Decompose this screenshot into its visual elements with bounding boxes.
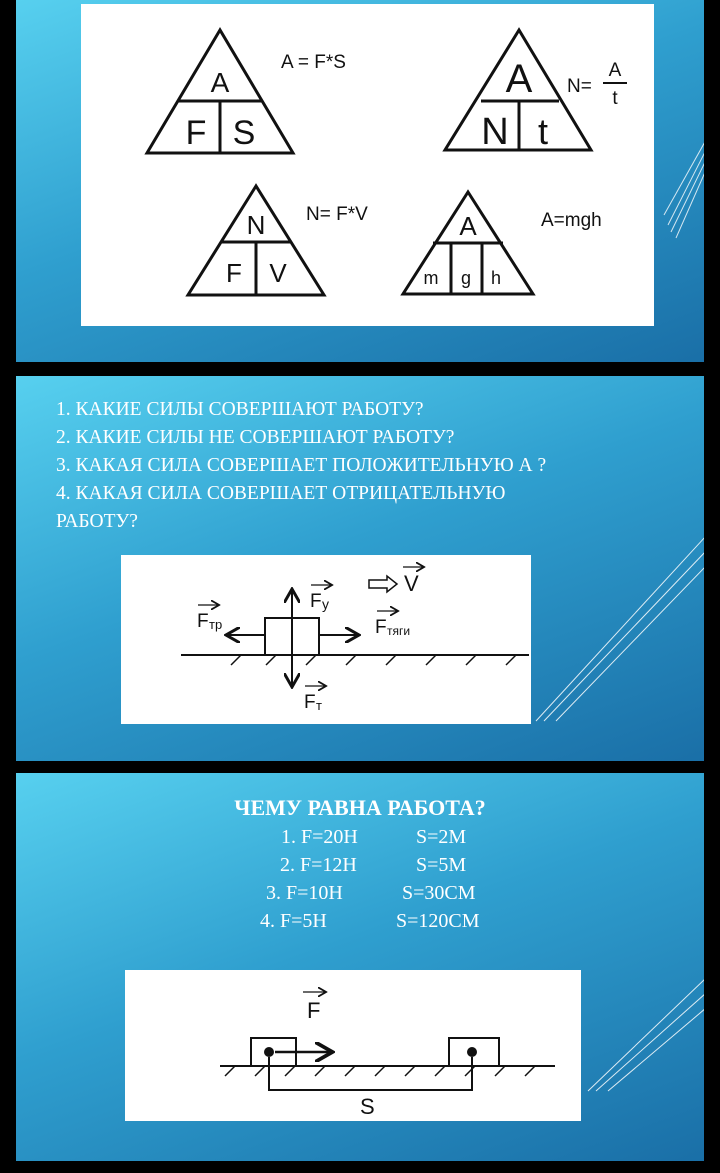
block-start-center (264, 1047, 274, 1057)
triangle-left-label: F (185, 114, 207, 152)
slide-questions (16, 376, 704, 761)
task-distance: S=2М (416, 826, 467, 848)
gravity-label (304, 686, 325, 713)
question-4: 4. КАКАЯ СИЛА СОВЕРШАЕТ ОТРИЦАТЕЛЬНУЮ (56, 483, 506, 504)
triangle-left-label: F (226, 258, 242, 288)
displacement-diagram-card (125, 970, 581, 1121)
formula-work: A = F*S (281, 52, 346, 73)
svg-text:тяги: тяги (387, 624, 411, 638)
forces-diagram-card (121, 555, 531, 724)
task-distance: S=120СМ (396, 910, 480, 932)
displacement-diagram (125, 970, 581, 1121)
slide-formulas (16, 0, 704, 362)
formula-power-numerator: A (608, 60, 622, 81)
triangle-power (445, 30, 627, 153)
triangle-power-velocity (188, 186, 368, 295)
triangle-work (147, 30, 346, 153)
formula-power-denominator: t (612, 88, 618, 109)
elastic-label (310, 585, 331, 612)
task-force: 2. F=12Н (280, 854, 357, 876)
triangle-top-label: A (459, 211, 477, 241)
traction-label (375, 611, 410, 638)
friction-label (197, 605, 222, 632)
triangle-top-label: A (210, 67, 230, 98)
svg-text:у: у (322, 596, 329, 612)
slide-problem (16, 773, 704, 1161)
triangle-top-label: N (246, 210, 266, 240)
svg-text:F: F (307, 998, 321, 1023)
svg-text:F: F (304, 692, 316, 713)
velocity-label (403, 567, 423, 596)
svg-text:тр: тр (209, 617, 223, 632)
svg-text:F: F (375, 617, 387, 638)
task-title: ЧЕМУ РАВНА РАБОТА? (234, 795, 486, 820)
triangle-left-label: N (481, 111, 509, 153)
task-distance: S=5М (416, 854, 467, 876)
task-force: 3. F=10Н (266, 882, 343, 904)
question-2: 2. КАКИЕ СИЛЫ НЕ СОВЕРШАЮТ РАБОТУ? (56, 427, 455, 448)
task-force: 4. F=5Н (260, 910, 327, 932)
force-label (303, 992, 325, 1023)
formula-power-velocity: N= F*V (306, 204, 368, 225)
forces-diagram (121, 555, 531, 724)
svg-text:V: V (404, 571, 419, 596)
triangle-top-label: A (505, 57, 533, 101)
task-row (16, 851, 704, 879)
question-3: 3. КАКАЯ СИЛА СОВЕРШАЕТ ПОЛОЖИТЕЛЬНУЮ А ? (56, 455, 547, 476)
triangle-potential (403, 192, 602, 294)
formula-card (81, 4, 654, 326)
ground-hatching (231, 655, 516, 665)
task-distance: S=30СМ (402, 882, 476, 904)
task-force: 1. F=20Н (281, 826, 358, 848)
task-text (16, 793, 704, 935)
triangle-right-label: S (232, 114, 256, 152)
task-row (16, 823, 704, 851)
distance-bracket (269, 1057, 472, 1090)
svg-text:т: т (316, 698, 322, 713)
formula-triangles (81, 4, 654, 326)
task-row (16, 907, 704, 935)
triangle-label-g: g (460, 268, 472, 288)
triangle-label-m: m (423, 268, 439, 288)
triangle-right-label: V (269, 258, 287, 288)
question-1: 1. КАКИЕ СИЛЫ СОВЕРШАЮТ РАБОТУ? (56, 399, 424, 420)
formula-potential: A=mgh (541, 210, 602, 231)
formula-power-prefix: N= (567, 76, 592, 97)
svg-text:F: F (310, 591, 322, 612)
distance-label: S (360, 1094, 375, 1119)
ground-hatching (225, 1066, 535, 1076)
velocity-arrow (369, 576, 397, 592)
question-list (56, 396, 676, 536)
triangle-right-label: t (537, 111, 549, 152)
block-end-center (467, 1047, 477, 1057)
question-4-continued: РАБОТУ? (56, 511, 138, 532)
svg-text:F: F (197, 611, 209, 632)
task-row (16, 879, 704, 907)
triangle-label-h: h (490, 268, 502, 288)
